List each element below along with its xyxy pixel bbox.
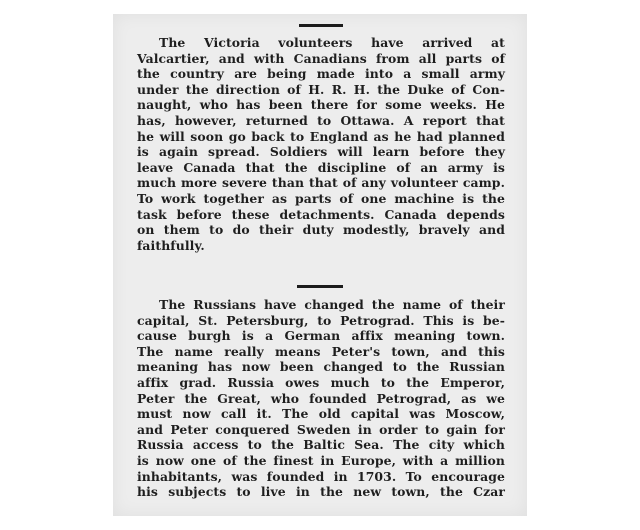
text-line: The Victoria volunteers have arrived at (159, 35, 505, 50)
text-line: capital, St. Petersburg, to Petrograd. This is be- (137, 312, 505, 328)
text-line: Russia access to the Baltic Sea. The city which (137, 437, 505, 453)
text-line: Peter the Great, who founded Petrograd, as we (137, 390, 505, 406)
text-line: has, however, returned to Ottawa. A report that (137, 112, 505, 128)
text-line: naught, who has been there for some weeks. He (137, 97, 505, 113)
text-line: under the direction of H. R. H. the Duke of Con- (137, 81, 505, 97)
text-line: cause burgh is a German affix meaning town. (137, 328, 505, 344)
text-line: affix grad. Russia owes much to the Emperor, (137, 374, 505, 390)
text-line: is now one of the finest in Europe, with a million (137, 452, 505, 468)
newspaper-clipping (113, 14, 527, 516)
text-line: To work together as parts of one machine is the (137, 190, 505, 206)
text-line: faithfully. (137, 237, 205, 253)
text-line: task before these detachments. Canada depends (137, 206, 505, 222)
text-line: meaning has now been changed to the Russian (137, 359, 505, 375)
text-line: The name really means Peter's town, and this (137, 343, 505, 359)
section-divider-rule (297, 285, 343, 288)
paragraph-russian-capital (137, 297, 505, 500)
text-line: leave Canada that the discipline of an army is (137, 159, 505, 175)
text-line: on them to do their duty modestly, bravely and (137, 222, 505, 238)
text-line: his subjects to live in the new town, the Czar (137, 484, 505, 500)
text-line: The Russians have changed the name of their (159, 297, 505, 312)
text-line: is again spread. Soldiers will learn before they (137, 144, 505, 160)
text-line: and Peter conquered Sweden in order to gain for (137, 421, 505, 437)
text-line: inhabitants, was founded in 1703. To encourage (137, 468, 505, 484)
top-column-rule (299, 24, 343, 27)
text-line: must now call it. The old capital was Moscow, (137, 406, 505, 422)
text-line: much more severe than that of any volunteer camp. (137, 175, 505, 191)
text-line: he will soon go back to England as he had planned (137, 128, 505, 144)
paragraph-victoria-volunteers (137, 35, 505, 253)
text-line: Valcartier, and with Canadians from all parts of (137, 50, 505, 66)
text-line: the country are being made into a small army (137, 66, 505, 82)
